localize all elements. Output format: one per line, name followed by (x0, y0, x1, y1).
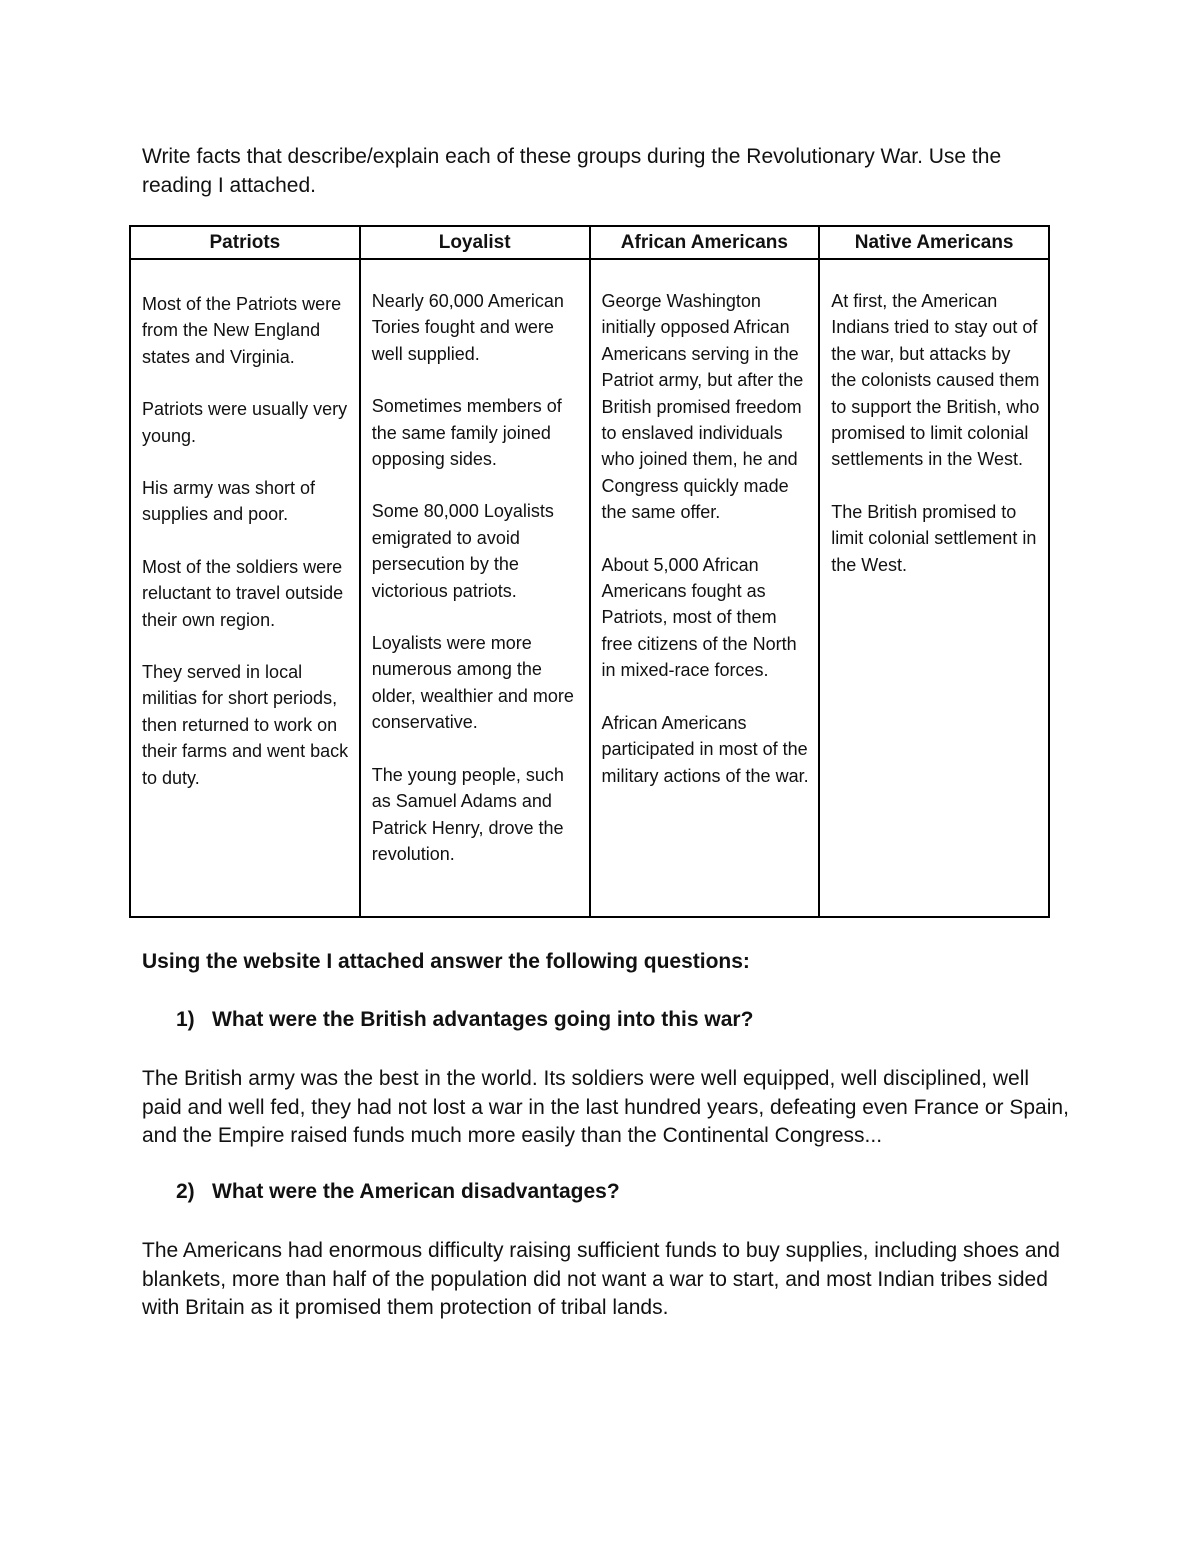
question-1 (176, 1008, 753, 1032)
african-americans-fact: African Americans participated in most of the military actions of the war. (601, 712, 809, 786)
african-americans-fact: George Washington initially opposed African Americans serving in the Patriot army, but after the British promised freedom to enslaved individuals who joined them, he and Congress quickly made the same offer. (601, 291, 804, 523)
african-americans-fact: About 5,000 African Americans fought as Patriots, most of them free citizens of the North in mixed-race forces. (601, 554, 797, 681)
patriots-cell (130, 259, 360, 917)
question-text: What were the American disadvantages? (212, 1180, 620, 1203)
loyalist-fact: Sometimes members of the same family joined opposing sides. (371, 396, 562, 470)
loyalist-fact: The young people, such as Samuel Adams and Patrick Henry, drove the revolution. (371, 764, 564, 864)
instructions-text: Write facts that describe/explain each of these groups during the Revolutionary War. Use the reading I attached. (142, 145, 1002, 197)
questions-intro: Using the website I attached answer the following questions: (142, 950, 750, 973)
loyalist-fact: Loyalists were more numerous among the older, wealthier and more conservative. (371, 633, 574, 733)
answer-2: The Americans had enormous difficulty raising sufficient funds to buy supplies, including shoes and blankets, more than half of the population did not want a war to start, and most Indian tribes sided with Britain as it promised them protection of tribal lands. (142, 1239, 1060, 1319)
patriots-fact: Most of the soldiers were reluctant to travel outside their own region. (142, 556, 344, 630)
column-header-native-americans: Native Americans (819, 226, 1049, 259)
question-2 (176, 1180, 620, 1204)
column-header-loyalist: Loyalist (360, 226, 590, 259)
table-header-row (130, 226, 1049, 259)
native-americans-fact: The British promised to limit colonial settlement in the West. (831, 501, 1037, 575)
question-text: What were the British advantages going into this war? (212, 1008, 754, 1031)
loyalist-fact: Some 80,000 Loyalists emigrated to avoid persecution by the victorious patriots. (371, 501, 554, 601)
answer-1: The British army was the best in the world. Its soldiers were well equipped, well disciplined, well paid and well fed, they had not lost a war in the last hundred years, defeating even France or Spain, and the Empire raised funds much more easily than the Continental Congress... (142, 1067, 1069, 1147)
question-number: 1) (176, 1008, 195, 1031)
native-americans-cell (819, 259, 1049, 917)
table-row (130, 259, 1049, 917)
patriots-fact: They served in local militias for short periods, then returned to work on their farms and went back to duty. (142, 662, 349, 788)
native-americans-fact: At first, the American Indians tried to stay out of the war, but attacks by the colonists caused them to support the British, who promised to limit colonial settlements in the West. (831, 291, 1040, 470)
column-header-african-americans: African Americans (590, 226, 820, 259)
patriots-fact: Patriots were usually very young. (142, 399, 348, 446)
loyalist-fact: Nearly 60,000 American Tories fought and were well supplied. (371, 291, 564, 364)
question-number: 2) (176, 1180, 195, 1203)
patriots-fact: His army was short of supplies and poor. (142, 478, 316, 525)
groups-facts-table (129, 225, 1050, 918)
column-header-patriots: Patriots (130, 226, 360, 259)
loyalist-cell (360, 259, 590, 917)
african-americans-cell (590, 259, 820, 917)
patriots-fact: Most of the Patriots were from the New England states and Virginia. (142, 294, 342, 367)
